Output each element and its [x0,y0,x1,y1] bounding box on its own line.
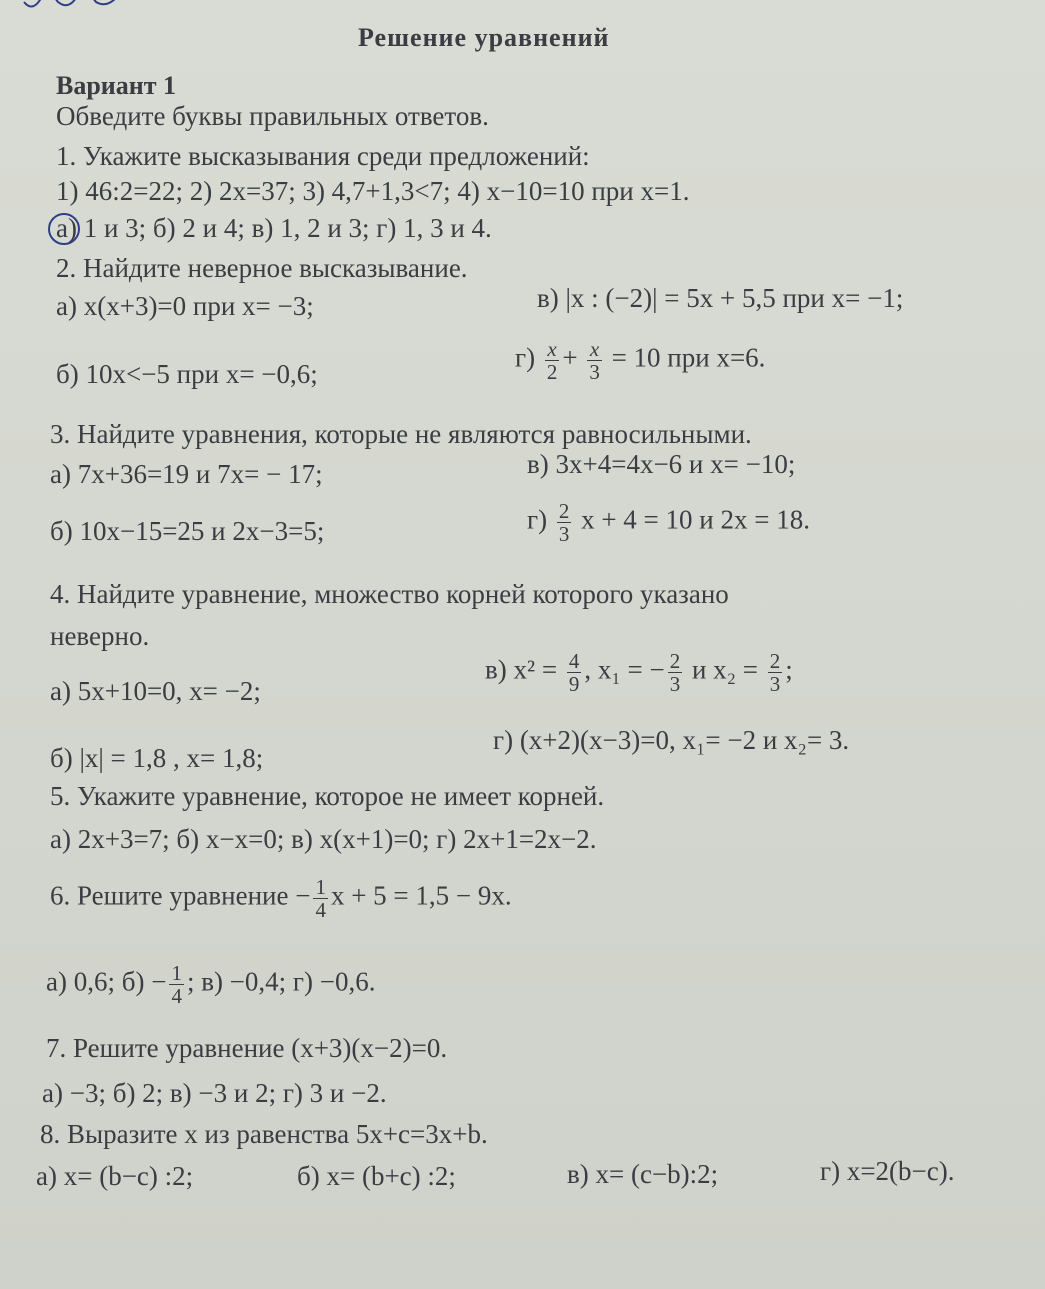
fraction-x-over-2: $\frac{x}{2}$ [546,337,558,384]
q4-question-line1: 4. Найдите уравнение, множество корней которого указано [50,579,729,609]
q4-option-g: г) (x+2)(x−3)=0, x₁= −2 и x₂= 3. [493,725,850,755]
q3-option-g [527,500,810,545]
q5-options: а) 2x+3=7; б) x−x=0; в) x(x+1)=0; г) 2x+1=2x−2. [50,824,597,854]
q4-question-line2: неверно. [50,621,150,651]
q3-g-suffix: x + 4 = 10 и 2x = 18. [581,504,810,535]
fraction-2-over-3: $\frac{2}{3}$ [558,499,570,546]
q7-question: 7. Решите уравнение (x+3)(x−2)=0. [46,1033,448,1063]
q4-option-b: б) |x| = 1,8 , x= 1,8; [50,743,264,773]
page-title: Решение уравнений [358,23,610,52]
q4-option-v: в) x² = $\frac{4}{9}$ , x₁ = − $\frac{2}{3}$ и x₂ = $\frac{2}{3}$ ; [485,649,793,696]
fraction-4-over-9: $\frac{4}{9}$ [568,649,580,696]
fraction-1-over-4: $\frac{1}{4}$ [171,961,182,1008]
q8-option-g: г) x=2(b−c). [820,1156,955,1186]
q2-g-prefix: г) [515,342,536,373]
q6-opt-a: а) 0,6; б) − [46,966,167,997]
q2-option-v: в) |x : (−2)| = 5x + 5,5 при x= −1; [537,283,904,313]
q1-options: а) 1 и 3; б) 2 и 4; в) 1, 2 и 3; г) 1, 3 и 4. [56,213,492,243]
q4-option-a: а) 5x+10=0, x= −2; [50,676,261,706]
q8-question: 8. Выразите x из равенства 5x+c=3x+b. [40,1119,488,1149]
q8-option-b: б) x= (b+c) :2; [297,1161,456,1191]
q2-option-g: г) $\frac{x}{2}$ + $\frac{x}{3}$ = 10 при x=6. [515,337,766,384]
q8-option-a: а) x= (b−c) :2; [36,1161,194,1191]
q4-v-and: и x₂ = [691,654,759,685]
q7-options: а) −3; б) 2; в) −3 и 2; г) 3 и −2. [42,1078,387,1108]
q3-option-v: в) 3x+4=4x−6 и x= −10; [527,449,796,479]
q6-question-prefix: 6. Решите уравнение − [50,880,311,911]
q6-opt-rest: ; в) −0,4; г) −0,6. [186,966,376,997]
q2-option-a: а) x(x+3)=0 при x= −3; [56,291,314,321]
q2-g-suffix: = 10 при x=6. [611,342,766,373]
q2-option-b: б) 10x<−5 при x= −0,6; [56,359,318,389]
fraction-1-over-4: $\frac{1}{4}$ [315,875,326,922]
q3-g-prefix: г) [527,504,548,535]
q4-v-mid: , x₁ = − [584,654,665,685]
q1-items: 1) 46:2=22; 2) 2x=37; 3) 4,7+1,3<7; 4) x−10=10 при x=1. [56,176,690,206]
fraction-2-over-3: $\frac{2}{3}$ [769,649,781,696]
pen-scribble-icon [20,0,140,18]
q5-question: 5. Укажите уравнение, которое не имеет корней. [50,781,605,811]
q8-option-v: в) x= (c−b):2; [567,1159,719,1189]
q3-option-a: а) 7x+36=19 и 7x= − 17; [50,459,323,489]
q1-question: 1. Укажите высказывания среди предложений: [56,141,590,171]
variant-label: Вариант 1 [56,71,177,100]
q3-question: 3. Найдите уравнения, которые не являются равносильными. [50,419,752,449]
q4-v-prefix: в) x² = [485,654,558,685]
q6-options [46,962,375,1007]
q6-question-suffix: x + 5 = 1,5 − 9x. [330,880,512,911]
fraction-x-over-3: $\frac{x}{3}$ [589,337,600,384]
instruction: Обведите буквы правильных ответов. [56,101,489,131]
q6-question [50,876,512,921]
fraction-2-over-3: $\frac{2}{3}$ [669,649,681,696]
q3-option-b: б) 10x−15=25 и 2x−3=5; [50,516,325,546]
q2-question: 2. Найдите неверное высказывание. [56,253,468,283]
